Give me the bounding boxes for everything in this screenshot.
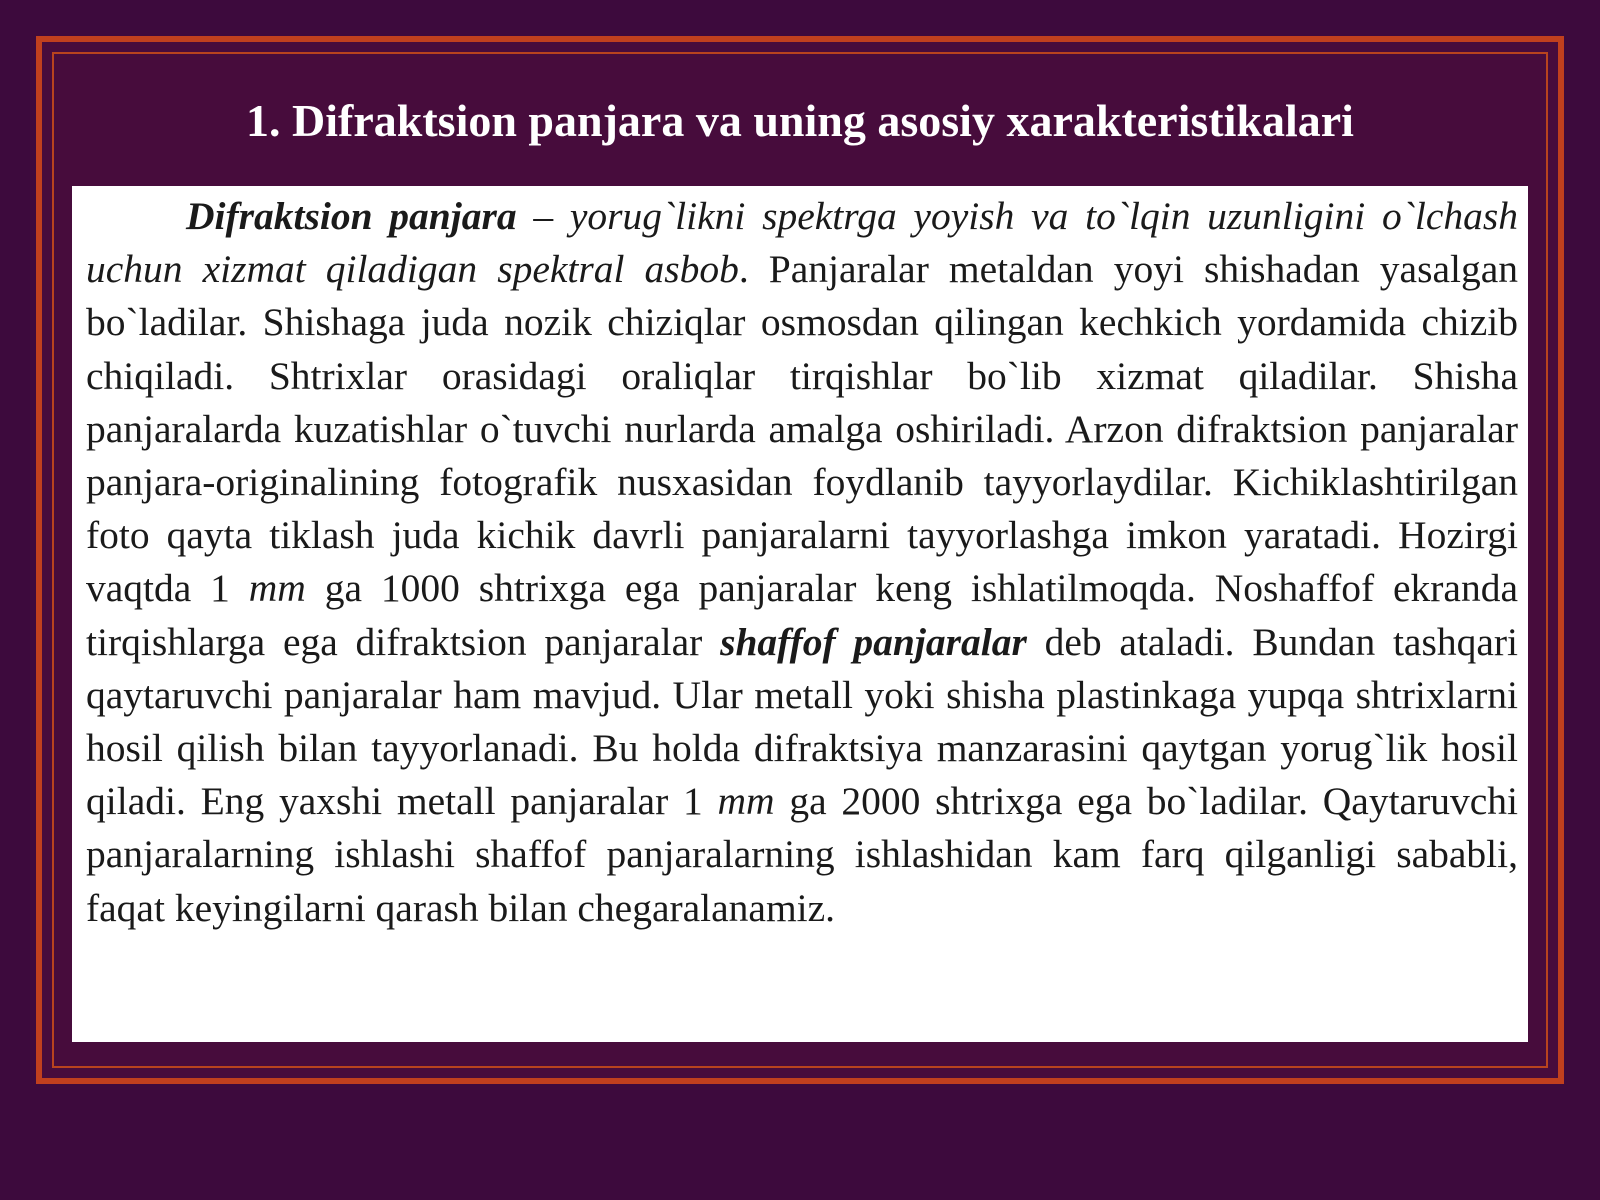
- body-text-4: ga 2000 shtrixga ega bo`ladilar. Qaytaruvchi panjaralarning ishlashi shaffof panjaralarning ishlashidan kam farq qilganligi sababli, faqat keyingilarni qarash bilan chegaralanamiz.: [86, 779, 1518, 930]
- slide-title: 1. Difraktsion panjara va uning asosiy xarakteristikalari: [246, 95, 1354, 146]
- term-shaffof-panjaralar: shaffof panjaralar: [720, 619, 1027, 664]
- unit-mm-2: mm: [717, 779, 775, 824]
- body-text-1: . Panjaralar metaldan yoyi shishadan yasalgan bo`ladilar. Shishaga juda nozik chiziqlar osmosdan qilingan kechkich yordamida chizib chiqiladi. Shtrixlar orasidagi oraliqlar tirqishlar bo`lib xizmat qiladilar. Shisha panjaralarda kuzatishlar o`tuvchi nurlarda amalga oshiriladi. Arzon difraktsion panjaralar panjara-originalining fotografik nusxasidan foydlanib tayyorlaydilar. Kichiklashtirilgan foto qayta tiklash juda kichik davrli panjaralarni tayyorlashga imkon yaratadi. Hozirgi vaqtda 1: [86, 247, 1518, 611]
- body-paragraph: [86, 190, 1518, 935]
- term-bold: Difraktsion panjara: [186, 194, 517, 238]
- definition-italic: – yorug`likni spektrga yoyish va to`lqin uzunligini o`lchash uchun xizmat qiladigan spektral asbob: [86, 194, 1518, 292]
- body-text-2: ga 1000 shtrixga ega panjaralar keng ishlatilmoqda. Noshaffof ekranda tirqishlarga ega difraktsion panjaralar: [86, 566, 1518, 664]
- body-text-3: deb ataladi. Bundan tashqari qaytaruvchi panjaralar ham mavjud. Ular metall yoki shisha plastinkaga yupqa shtrixlarni hosil qilish bilan tayyorlanadi. Bu holda difraktsiya manzarasini qaytgan yorug`lik hosil qiladi. Eng yaxshi metall panjaralar 1: [86, 619, 1518, 824]
- unit-mm-1: mm: [248, 566, 306, 611]
- text-box: [72, 186, 1528, 1042]
